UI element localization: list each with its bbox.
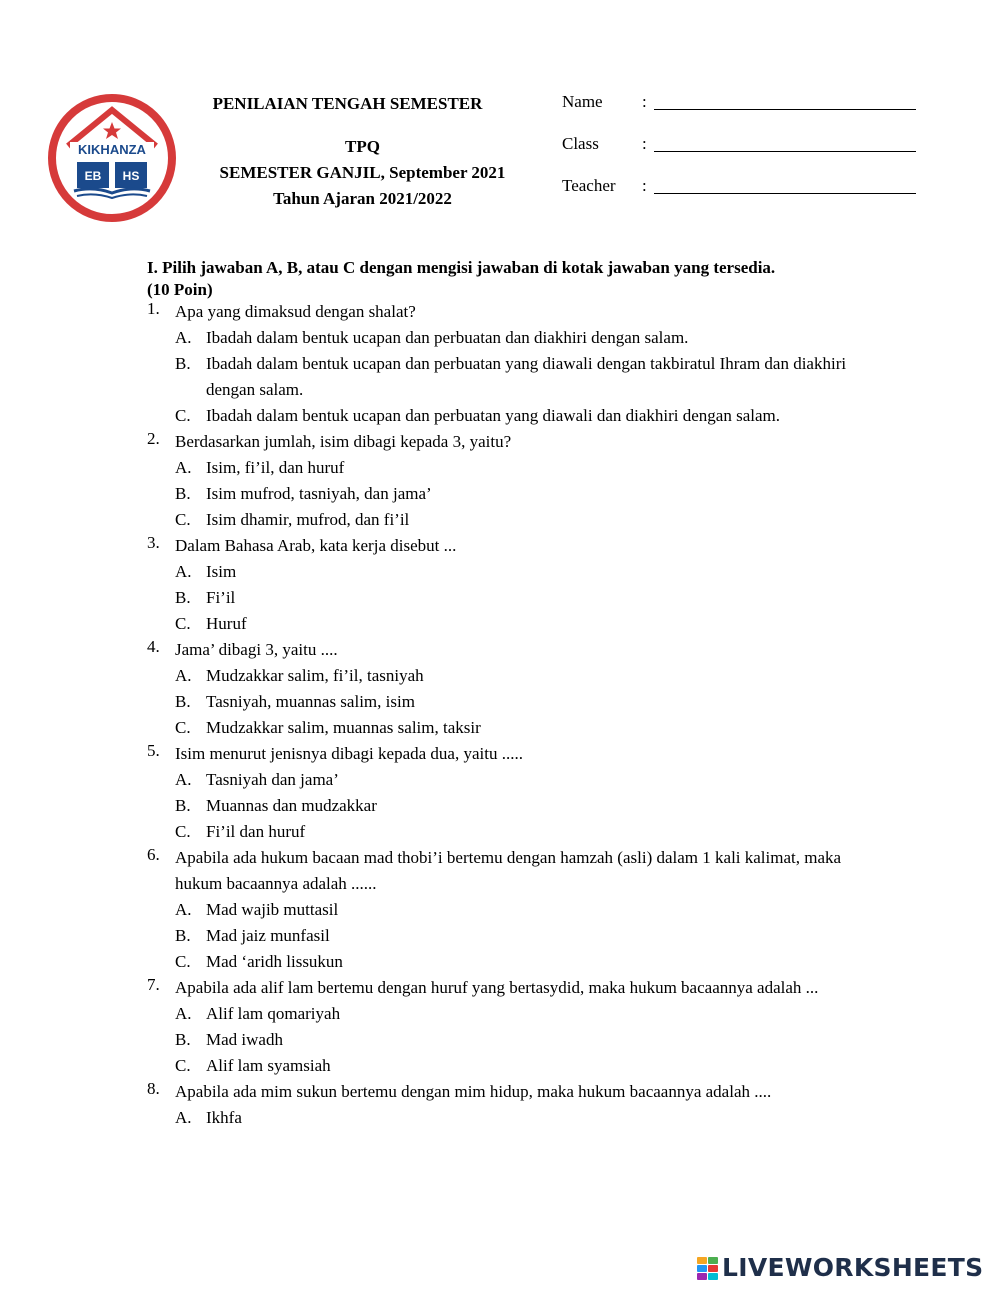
answer-option[interactable] <box>175 793 907 819</box>
option-letter: A. <box>175 770 192 789</box>
teacher-field[interactable] <box>562 176 922 200</box>
answer-option[interactable] <box>175 481 907 507</box>
name-colon: : <box>642 92 647 111</box>
answer-option[interactable] <box>175 1105 907 1131</box>
option-letter: B. <box>175 926 191 945</box>
option-letter: A. <box>175 1004 192 1023</box>
teacher-colon: : <box>642 176 647 195</box>
option-text: Muannas dan mudzakkar <box>206 796 377 815</box>
answer-option[interactable] <box>175 689 907 715</box>
option-text: Mad jaiz munfasil <box>206 926 330 945</box>
question-text: Apa yang dimaksud dengan shalat? <box>175 302 416 321</box>
question-text: Dalam Bahasa Arab, kata kerja disebut ... <box>175 536 457 555</box>
name-line[interactable] <box>654 109 916 110</box>
option-text: Alif lam syamsiah <box>206 1056 331 1075</box>
answer-option[interactable] <box>175 663 907 689</box>
question-text: Apabila ada mim sukun bertemu dengan mim hidup, maka hukum bacaannya adalah .... <box>175 1082 772 1101</box>
option-letter: C. <box>175 510 191 529</box>
question-text: Jama’ dibagi 3, yaitu .... <box>175 640 338 659</box>
logo-banner-text: KIKHANZA <box>78 142 146 157</box>
answer-option[interactable] <box>175 403 907 429</box>
answer-option[interactable] <box>175 949 907 975</box>
answer-option[interactable] <box>175 1001 907 1027</box>
option-text: Isim <box>206 562 237 581</box>
question-number: 8. <box>147 1079 160 1098</box>
answer-option[interactable] <box>175 351 907 403</box>
option-letter: A. <box>175 458 192 477</box>
question-4 <box>147 637 907 741</box>
logo-book-left: EB <box>84 169 102 183</box>
question-8 <box>147 1079 907 1131</box>
answer-option[interactable] <box>175 1027 907 1053</box>
question-text: Berdasarkan jumlah, isim dibagi kepada 3, yaitu? <box>175 432 512 451</box>
question-7 <box>147 975 907 1079</box>
option-text: Ikhfa <box>206 1108 242 1127</box>
option-letter: C. <box>175 1056 191 1075</box>
option-letter: C. <box>175 718 191 737</box>
option-letter: B. <box>175 484 191 503</box>
option-text: Mad wajib muttasil <box>206 900 339 919</box>
option-letter: C. <box>175 406 191 425</box>
question-number: 7. <box>147 975 160 994</box>
option-letter: A. <box>175 900 192 919</box>
answer-option[interactable] <box>175 715 907 741</box>
exam-semester: SEMESTER GANJIL, September 2021 <box>219 163 506 182</box>
option-text: Ibadah dalam bentuk ucapan dan perbuatan yang diawali dengan takbiratul Ihram dan diakhiri dengan salam. <box>206 354 847 399</box>
option-letter: A. <box>175 562 192 581</box>
answer-option[interactable] <box>175 897 907 923</box>
liveworksheets-logo[interactable] <box>697 1253 997 1285</box>
exam-subject: TPQ <box>345 137 380 156</box>
logo-book-right: HS <box>122 169 140 183</box>
option-text: Ibadah dalam bentuk ucapan dan perbuatan dan diakhiri dengan salam. <box>206 328 689 347</box>
option-text: Isim mufrod, tasniyah, dan jama’ <box>206 484 432 503</box>
option-letter: B. <box>175 796 191 815</box>
cubes-icon <box>697 1257 719 1281</box>
question-number: 4. <box>147 637 160 656</box>
name-field[interactable] <box>562 92 922 116</box>
instruction-line-1: I. Pilih jawaban A, B, atau C dengan mengisi jawaban di kotak jawaban yang tersedia. <box>147 258 776 277</box>
answer-option[interactable] <box>175 325 907 351</box>
question-2 <box>147 429 907 533</box>
question-text: Apabila ada alif lam bertemu dengan huruf yang bertasydid, maka hukum bacaannya adalah ... <box>175 978 819 997</box>
option-text: Tasniyah, muannas salim, isim <box>206 692 415 711</box>
question-number: 2. <box>147 429 160 448</box>
answer-option[interactable] <box>175 1053 907 1079</box>
question-list <box>147 299 907 1131</box>
option-letter: B. <box>175 354 191 373</box>
question-number: 1. <box>147 299 160 318</box>
class-colon: : <box>642 134 647 153</box>
question-number: 5. <box>147 741 160 760</box>
question-number: 6. <box>147 845 160 864</box>
option-text: Mad iwadh <box>206 1030 283 1049</box>
option-text: Fi’il dan huruf <box>206 822 306 841</box>
option-text: Alif lam qomariyah <box>206 1004 341 1023</box>
option-text: Mudzakkar salim, muannas salim, taksir <box>206 718 481 737</box>
answer-option[interactable] <box>175 455 907 481</box>
class-label: Class <box>562 134 599 153</box>
answer-option[interactable] <box>175 585 907 611</box>
option-text: Isim, fi’il, dan huruf <box>206 458 345 477</box>
school-logo <box>46 92 178 224</box>
option-letter: B. <box>175 1030 191 1049</box>
answer-option[interactable] <box>175 767 907 793</box>
option-letter: B. <box>175 588 191 607</box>
option-text: Mad ‘aridh lissukun <box>206 952 343 971</box>
answer-option[interactable] <box>175 923 907 949</box>
answer-option[interactable] <box>175 611 907 637</box>
exam-year: Tahun Ajaran 2021/2022 <box>273 189 452 208</box>
option-letter: C. <box>175 952 191 971</box>
class-line[interactable] <box>654 151 916 152</box>
option-letter: A. <box>175 666 192 685</box>
option-text: Fi’il <box>206 588 236 607</box>
option-letter: C. <box>175 822 191 841</box>
option-letter: C. <box>175 614 191 633</box>
answer-option[interactable] <box>175 819 907 845</box>
question-number: 3. <box>147 533 160 552</box>
option-text: Mudzakkar salim, fi’il, tasniyah <box>206 666 424 685</box>
name-label: Name <box>562 92 603 111</box>
question-6 <box>147 845 907 975</box>
question-text: Isim menurut jenisnya dibagi kepada dua, yaitu ..... <box>175 744 523 763</box>
teacher-line[interactable] <box>654 193 916 194</box>
option-letter: A. <box>175 328 192 347</box>
option-text: Ibadah dalam bentuk ucapan dan perbuatan yang diawali dan diakhiri dengan salam. <box>206 406 781 425</box>
teacher-label: Teacher <box>562 176 616 195</box>
answer-option[interactable] <box>175 559 907 585</box>
answer-option[interactable] <box>175 507 907 533</box>
brand-name: LIVEWORKSHEETS <box>722 1253 984 1282</box>
question-1 <box>147 299 907 429</box>
class-field[interactable] <box>562 134 922 158</box>
question-text: Apabila ada hukum bacaan mad thobi’i bertemu dengan hamzah (asli) dalam 1 kali kalimat, maka hukum bacaannya adalah ...... <box>175 848 842 893</box>
option-text: Tasniyah dan jama’ <box>206 770 339 789</box>
question-3 <box>147 533 907 637</box>
exam-title: PENILAIAN TENGAH SEMESTER <box>212 94 483 113</box>
instruction-line-2: (10 Poin) <box>147 280 213 299</box>
option-letter: A. <box>175 1108 192 1127</box>
option-text: Isim dhamir, mufrod, dan fi’il <box>206 510 410 529</box>
section-instruction <box>147 257 907 301</box>
question-5 <box>147 741 907 845</box>
option-text: Huruf <box>206 614 247 633</box>
option-letter: B. <box>175 692 191 711</box>
